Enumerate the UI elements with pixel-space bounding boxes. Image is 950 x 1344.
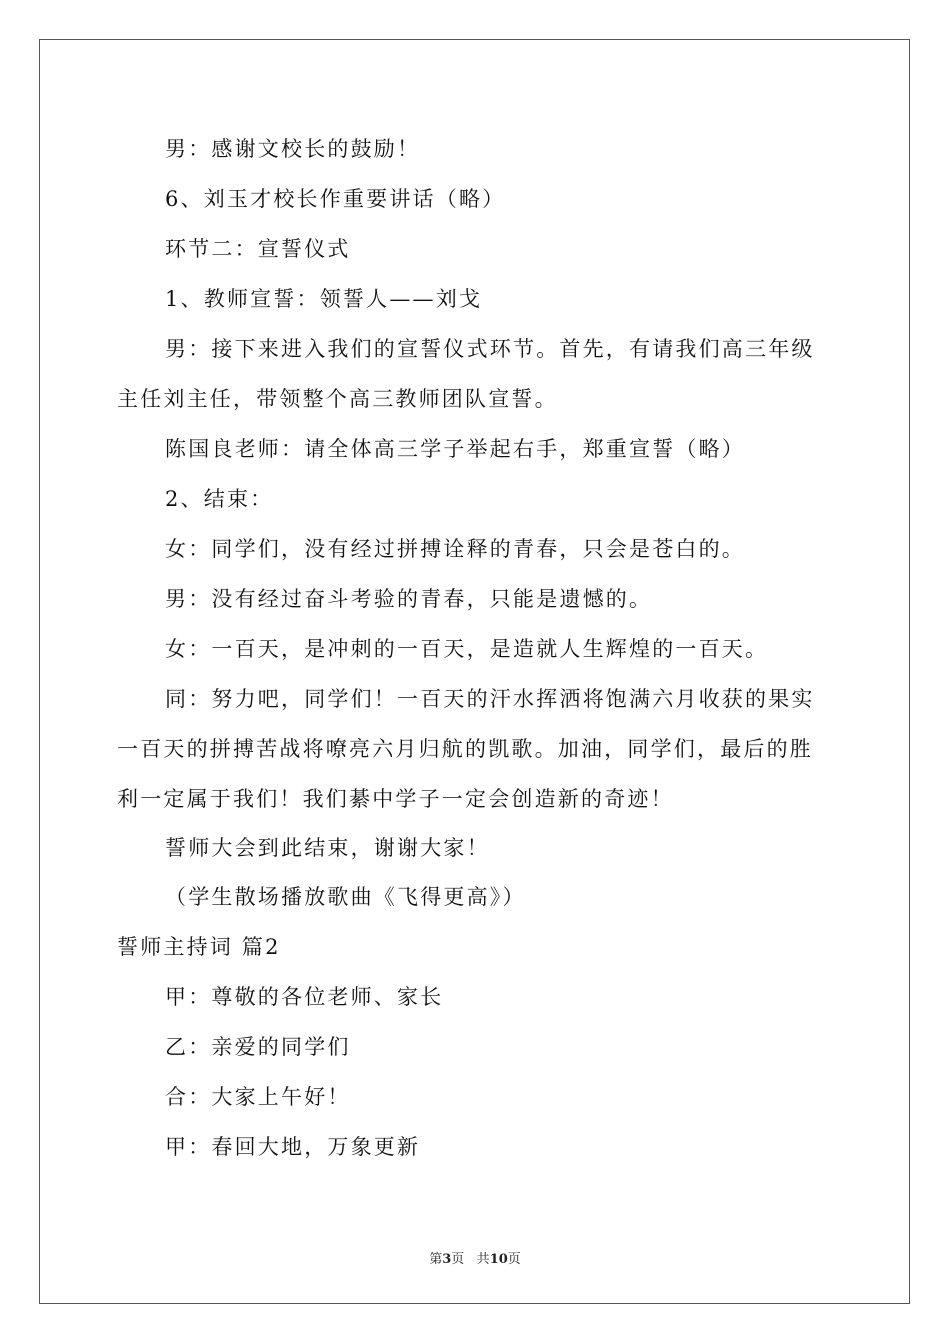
text-line-6: 主任刘主任，带领整个高三教师团队宣誓。 (117, 387, 558, 411)
text-line-2: 6、刘玉才校长作重要讲话（略） (165, 187, 506, 211)
section-heading-2: 环节二：宣誓仪式 (165, 237, 351, 261)
text-line-16: （学生散场播放歌曲《飞得更高》） (165, 885, 526, 909)
footer-page-number: 3 (442, 1252, 452, 1267)
footer-total-suffix: 页 (507, 1252, 521, 1267)
text-line-5: 男：接下来进入我们的宣誓仪式环节。首先，有请我们高三年级 (165, 337, 815, 361)
text-line-11: 女：一百天，是冲刺的一百天，是造就人生辉煌的一百天。 (165, 637, 769, 661)
text-line-19: 乙：亲爱的同学们 (165, 1035, 351, 1059)
text-line-21: 甲：春回大地，万象更新 (165, 1135, 421, 1159)
page-footer (0, 1248, 950, 1267)
text-line-4: 1、教师宣誓：领誓人——刘戈 (165, 287, 483, 311)
text-line-8: 2、结束： (165, 487, 274, 511)
text-line-7: 陈国良老师：请全体高三学子举起右手，郑重宣誓（略） (165, 437, 745, 461)
text-line-9: 女：同学们，没有经过拼搏诠释的青春，只会是苍白的。 (165, 537, 745, 561)
text-line-15: 誓师大会到此结束，谢谢大家！ (165, 836, 490, 860)
text-line-14: 利一定属于我们！我们綦中学子一定会创造新的奇迹！ (117, 787, 674, 811)
text-line-13: 一百天的拼搏苦战将嘹亮六月归航的凯歌。加油，同学们，最后的胜 (117, 737, 813, 761)
text-line-1: 男：感谢文校长的鼓励！ (165, 137, 421, 161)
page-border (39, 39, 910, 1304)
footer-total-pages: 10 (489, 1252, 508, 1267)
article-heading: 誓师主持词 篇2 (117, 935, 281, 959)
footer-page-suffix: 页 (451, 1252, 465, 1267)
footer-prefix: 第 (429, 1252, 443, 1267)
footer-total-prefix: 共 (476, 1252, 490, 1267)
text-line-10: 男：没有经过奋斗考验的青春，只能是遗憾的。 (165, 587, 653, 611)
text-line-18: 甲：尊敬的各位老师、家长 (165, 985, 444, 1009)
text-line-12: 同：努力吧，同学们！一百天的汗水挥洒将饱满六月收获的果实 (165, 687, 815, 711)
text-line-20: 合：大家上午好！ (165, 1085, 351, 1109)
